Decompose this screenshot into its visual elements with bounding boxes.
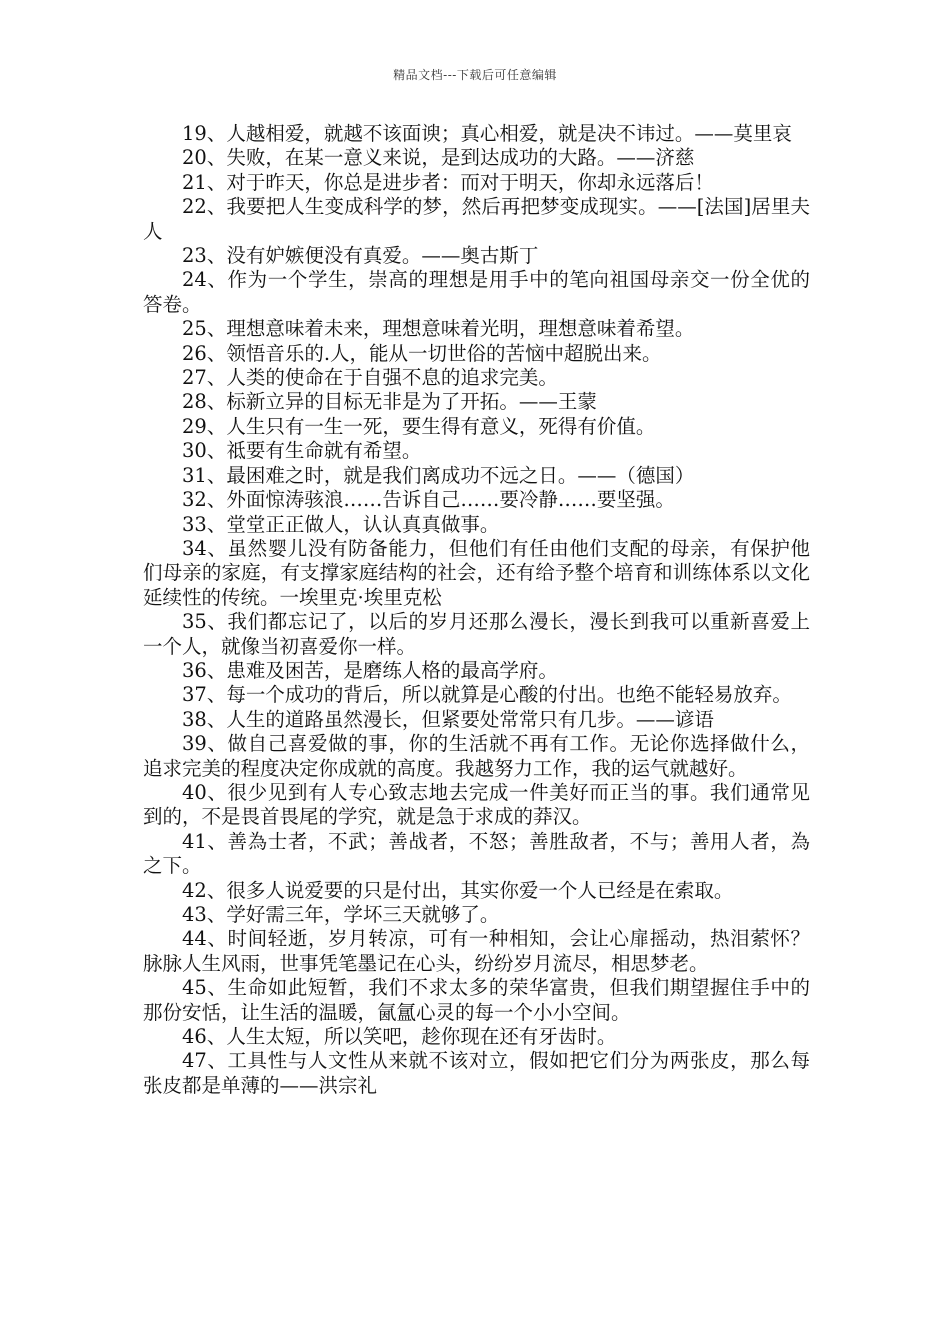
- quote-paragraph-39: 39、做自己喜爱做的事，你的生活就不再有工作。无论你选择做什么，追求完美的程度决定你成就的高度。我越努力工作，我的运气就越好。: [143, 732, 810, 780]
- quote-paragraph-28: 28、标新立异的目标无非是为了开拓。——王蒙: [182, 390, 597, 414]
- quote-paragraph-36: 36、患难及困苦，是磨练人格的最高学府。: [182, 658, 558, 682]
- quote-paragraph-40: 40、很少见到有人专心致志地去完成一件美好而正当的事。我们通常见到的，不是畏首畏尾的学究，就是急于求成的莽汉。: [143, 780, 810, 829]
- quote-paragraph-30: 30、祗要有生命就有希望。: [182, 439, 422, 463]
- quote-paragraph-43: 43、学好需三年，学坏三天就够了。: [182, 903, 500, 926]
- quote-paragraph-21: 21、对于昨天，你总是进步者：而对于明天，你却永远落后！: [182, 170, 714, 194]
- quote-paragraph-42: 42、很多人说爱要的只是付出，其实你爱一个人已经是在索取。: [182, 878, 734, 902]
- quote-paragraph-31: 31、最困难之时，就是我们离成功不远之日。——（德国）: [182, 463, 695, 487]
- quote-paragraph-35: 35、我们都忘记了，以后的岁月还那么漫长，漫长到我可以重新喜爱上一个人，就像当初喜爱你一样。: [143, 610, 810, 658]
- quote-paragraph-23: 23、没有妒嫉便没有真爱。——奥古斯丁: [182, 244, 539, 268]
- document-body: [143, 122, 810, 1098]
- quote-paragraph-37: 37、每一个成功的背后，所以就算是心酸的付出。也绝不能轻易放弃。: [182, 683, 792, 707]
- quote-paragraph-26: 26、领悟音乐的.人，能从一切世俗的苦恼中超脱出来。: [182, 341, 662, 365]
- quote-paragraph-29: 29、人生只有一生一死，要生得有意义，死得有价值。: [182, 414, 656, 438]
- quote-paragraph-27: 27、人类的使命在于自强不息的追求完美。: [182, 366, 558, 390]
- page-header: 精品文档---下载后可任意编辑: [393, 68, 557, 82]
- quote-paragraph-46: 46、人生太短，所以笑吧，趁你现在还有牙齿时。: [182, 1025, 617, 1049]
- quote-paragraph-44: 44、时间轻逝，岁月转凉，可有一种相知，会让心扉摇动，热泪萦怀？脉脉人生风雨，世事凭笔墨记在心头，纷纷岁月流尽，相思梦老。: [143, 927, 810, 975]
- quote-paragraph-25: 25、理想意味着未来，理想意味着光明，理想意味着希望。: [182, 317, 695, 341]
- quote-paragraph-22: 22、我要把人生变成科学的梦，然后再把梦变成现实。——[法国]居里夫人: [143, 195, 810, 243]
- quote-paragraph-20: 20、失败，在某一意义来说，是到达成功的大路。——济慈: [182, 146, 695, 170]
- quote-paragraph-34: 34、虽然婴儿没有防备能力，但他们有任由他们支配的母亲，有保护他们母亲的家庭，有支撑家庭结构的社会，还有给予整个培育和训练体系以文化延续性的传统。一埃里克·埃里克松: [143, 536, 810, 609]
- quote-paragraph-38: 38、人生的道路虽然漫长，但紧要处常常只有几步。——谚语: [182, 707, 714, 731]
- quote-paragraph-47: 47、工具性与人文性从来就不该对立，假如把它们分为两张皮，那么每张皮都是单薄的——洪宗礼: [143, 1049, 810, 1097]
- quote-paragraph-45: 45、生命如此短暂，我们不求太多的荣华富贵，但我们期望握住手中的那份安恬，让生活的温暖，氤氲心灵的每一个小小空间。: [143, 976, 810, 1024]
- quote-paragraph-33: 33、堂堂正正做人，认认真真做事。: [182, 512, 500, 536]
- quote-paragraph-32: 32、外面惊涛骇浪……告诉自己……要冷静……要坚强。: [182, 488, 675, 512]
- quote-paragraph-19: 19、人越相爱，就越不该面谀；真心相爱，就是决不讳过。——莫里哀: [182, 122, 792, 145]
- quote-paragraph-41: 41、善為士者，不武；善战者，不怒；善胜敌者，不与；善用人者，為之下。: [143, 829, 810, 878]
- quote-paragraph-24: 24、作为一个学生，崇高的理想是用手中的笔向祖国母亲交一份全优的答卷。: [143, 268, 810, 316]
